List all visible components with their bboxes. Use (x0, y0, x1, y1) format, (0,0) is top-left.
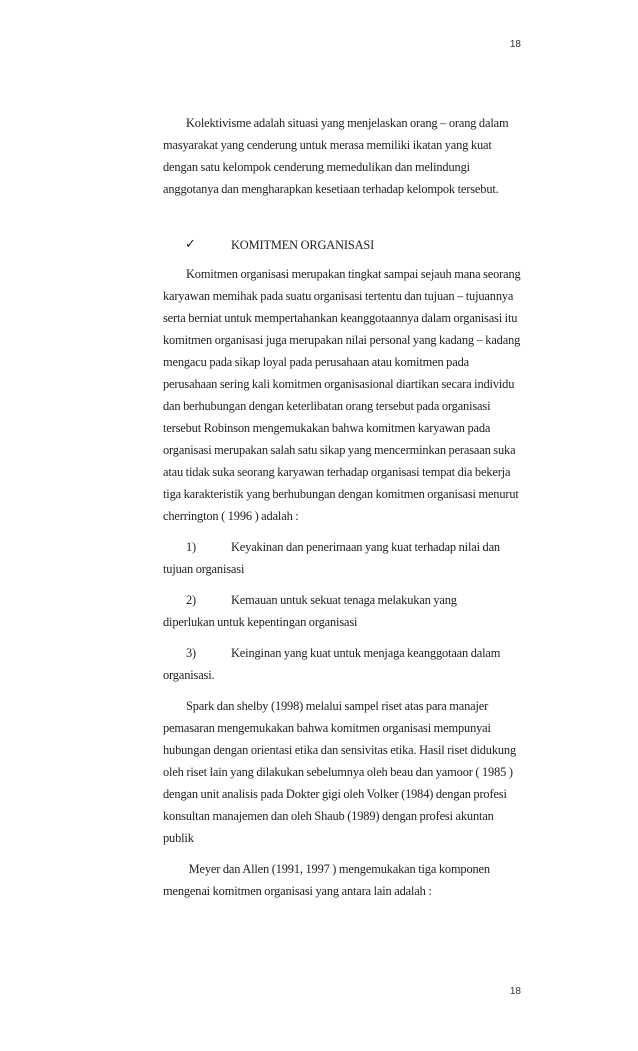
page-number-bottom: 18 (509, 986, 521, 997)
list-text: Kemauan untuk sekuat tenaga melakukan yang (231, 593, 457, 607)
paragraph-meyer: Meyer dan Allen (1991, 1997 ) mengemukakan tiga komponen mengenai komitmen organisasi yang antara lain adalah : (163, 862, 493, 898)
list-text: Keyakinan dan penerimaan yang kuat terhadap nilai dan (231, 540, 500, 554)
paragraph-kolektivisme: Kolektivisme adalah situasi yang menjelaskan orang – orang dalam masyarakat yang cenderung untuk merasa memiliki ikatan yang kuat dengan satu kelompok cenderung memedulikan dan melindungi anggotanya dan mengharapkan kesetiaan terhadap kelompok tersebut. (163, 116, 509, 196)
page-number-top: 18 (509, 39, 521, 50)
list-item (163, 536, 523, 580)
paragraph-spark: Spark dan shelby (1998) melalui sampel riset atas para manajer pemasaran mengemukakan bahwa komitmen organisasi mempunyai hubungan dengan orientasi etika dan sensivitas etika. Hasil riset didukung oleh riset lain yang dilakukan sebelumnya oleh beau dan yamoor ( 1985 ) dengan unit analisis pada Dokter gigi oleh Volker (1984) dengan profesi konsultan manajemen dan oleh Shaub (1989) dengan profesi akuntan publik (163, 699, 517, 845)
list-number: 1) (186, 540, 197, 554)
list-item (163, 642, 523, 686)
list-text: Keinginan yang kuat untuk menjaga keanggotaan dalam (231, 646, 501, 660)
list-text-continuation: tujuan organisasi (163, 562, 245, 576)
list-text-continuation: diperlukan untuk kepentingan organisasi (163, 615, 358, 629)
check-icon: ✓ (185, 237, 196, 252)
paragraph-komitmen-intro: Komitmen organisasi merupakan tingkat sampai sejauh mana seorang karyawan memihak pada suatu organisasi tertentu dan tujuan – tujuannya serta berniat untuk mempertahankan keanggotaannya dalam organisasi itu komitmen organisasi juga merupakan nilai personal yang kadang – kadang mengacu pada sikap loyal pada perusahaan atau komitmen pada perusahaan sering kali komitmen organisasional diartikan secara individu dan berhubungan dengan keterlibatan orang tersebut pada organisasi tersebut Robinson mengemukakan bahwa komitmen karyawan pada organisasi merupakan salah satu sikap yang mencerminkan perasaan suka atau tidak suka seorang karyawan terhadap organisasi tempat dia bekerja tiga karakteristik yang berhubungan dengan komitmen organisasi menurut cherrington ( 1996 ) adalah : (163, 267, 521, 523)
list-number: 3) (186, 646, 197, 660)
list-text-continuation: organisasi. (163, 668, 215, 682)
list-number: 2) (186, 593, 197, 607)
section-heading (163, 234, 523, 256)
list-item (163, 589, 523, 633)
document-body (163, 112, 523, 902)
heading-text: KOMITMEN ORGANISASI (231, 238, 375, 252)
